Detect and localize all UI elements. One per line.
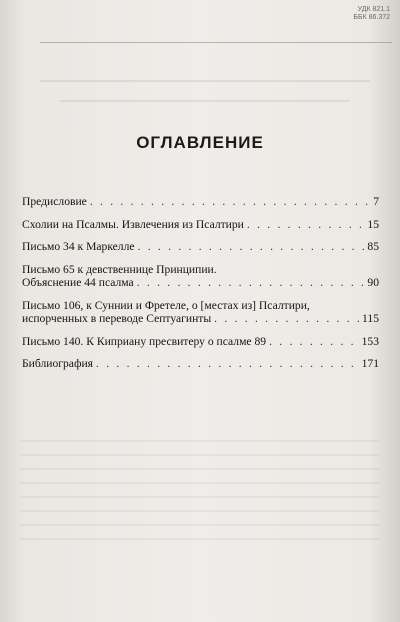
toc-entry-page: 7 [373,195,379,208]
toc-entry-page: 153 [361,334,379,348]
toc-entry-title: Письмо 34 к Маркелле [22,240,135,253]
toc-entry-page: 15 [367,217,379,231]
leader-dots [90,195,370,209]
leader-dots [247,218,365,232]
header-divider [40,42,392,43]
toc-entry-title: Письмо 140. К Киприану пресвитеру о псалме 89 [22,334,267,348]
toc-entry-title-line1: Письмо 106, к Суннии и Фретеле, о [местах из] Псалтири, [22,298,310,312]
toc-entry-title: испорченных в переводе Септуагинты [22,312,212,325]
leader-dots [138,240,365,254]
catalog-code-bbk: ББК 86.372 [353,14,390,21]
catalog-code-udk: УДК 821.1 [357,6,390,13]
leader-dots [137,276,365,290]
toc-entry[interactable] [22,357,379,371]
toc-entry-page: 115 [362,312,379,325]
toc-entry[interactable] [22,195,379,209]
toc-entry-title-line1: Письмо 65 к девственнице Принципии. [22,262,217,276]
toc-entry[interactable] [22,263,379,290]
toc-entry-title: Объяснение 44 псалма [22,276,134,289]
toc-entry-title: Схолии на Псалмы. Извлечения из Псалтири [22,217,244,231]
leader-dots [269,335,359,349]
show-through-texture [60,100,350,102]
toc-entry-page: 171 [361,357,379,370]
catalog-codes [330,6,390,22]
toc-entry[interactable] [22,218,379,232]
toc-entry[interactable] [22,335,379,349]
table-of-contents [22,195,379,380]
page-title: ОГЛАВЛЕНИЕ [136,133,264,153]
show-through-texture [40,80,370,82]
show-through-texture [20,440,380,550]
toc-entry-title: Библиография [22,357,94,370]
toc-entry-page: 90 [367,276,379,289]
toc-entry[interactable] [22,299,379,326]
leader-dots [96,357,359,371]
leader-dots [214,312,359,326]
toc-entry-title: Предисловие [22,195,87,208]
toc-entry-page: 85 [367,240,379,253]
toc-entry[interactable] [22,240,379,254]
